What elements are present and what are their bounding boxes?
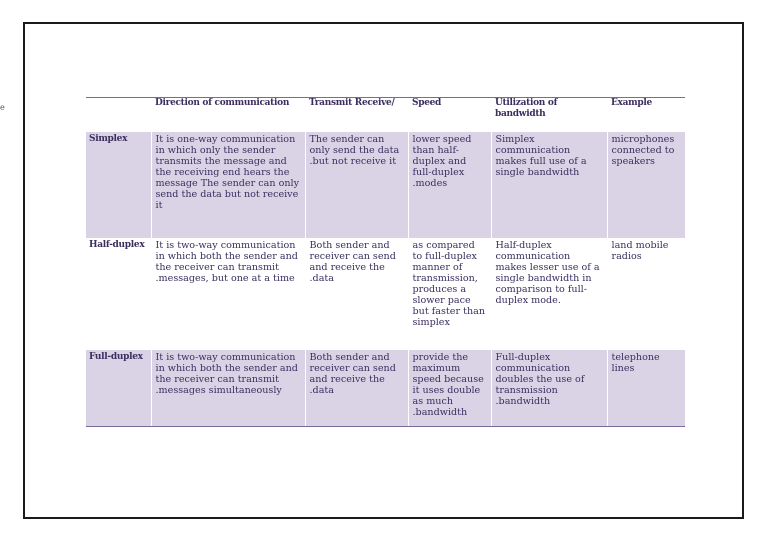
cell-direction: It is two-way communication in which both the sender and the receiver can transmit .messages, but one at a time [151, 238, 305, 350]
cell-example: land mobile radios [607, 238, 685, 350]
header-transmit: Transmit Receive/ [305, 98, 408, 133]
cell-direction: It is one-way communication in which only the sender transmits the message and the receiving end hears the message The sender can only send the data but not receive it [151, 132, 305, 238]
cell-example: microphones connected to speakers [607, 132, 685, 238]
row-mode: Full-duplex [86, 350, 151, 427]
cell-transmit: Both sender and receiver can send and receive the .data [305, 350, 408, 427]
header-direction: Direction of communication [151, 98, 305, 133]
header-example: Example [607, 98, 685, 133]
cell-transmit: Both sender and receiver can send and receive the .data [305, 238, 408, 350]
edge-fragment-text: e [0, 103, 5, 112]
slide-frame [23, 22, 744, 519]
cell-speed: as compared to full-duplex manner of transmission, produces a slower pace but faster than simplex [408, 238, 491, 350]
row-mode: Simplex [86, 132, 151, 238]
table-row-half-duplex [86, 238, 685, 350]
comparison-table [86, 97, 685, 427]
cell-direction: It is two-way communication in which both the sender and the receiver can transmit .messages simultaneously [151, 350, 305, 427]
cell-bandwidth: Full-duplex communication doubles the use of transmission .bandwidth [491, 350, 607, 427]
cell-transmit: The sender can only send the data .but not receive it [305, 132, 408, 238]
cell-speed: lower speed than half-duplex and full-duplex .modes [408, 132, 491, 238]
cell-bandwidth: Simplex communication makes full use of a single bandwidth [491, 132, 607, 238]
header-bandwidth: Utilization of bandwidth [491, 98, 607, 133]
table-header-row [86, 98, 685, 133]
row-mode: Half-duplex [86, 238, 151, 350]
header-blank [86, 98, 151, 133]
cell-bandwidth: Half-duplex communication makes lesser use of a single bandwidth in comparison to full-duplex mode. [491, 238, 607, 350]
cell-speed: provide the maximum speed because it uses double as much .bandwidth [408, 350, 491, 427]
table-row-simplex [86, 132, 685, 238]
header-speed: Speed [408, 98, 491, 133]
cell-example: telephone lines [607, 350, 685, 427]
table-row-full-duplex [86, 350, 685, 427]
